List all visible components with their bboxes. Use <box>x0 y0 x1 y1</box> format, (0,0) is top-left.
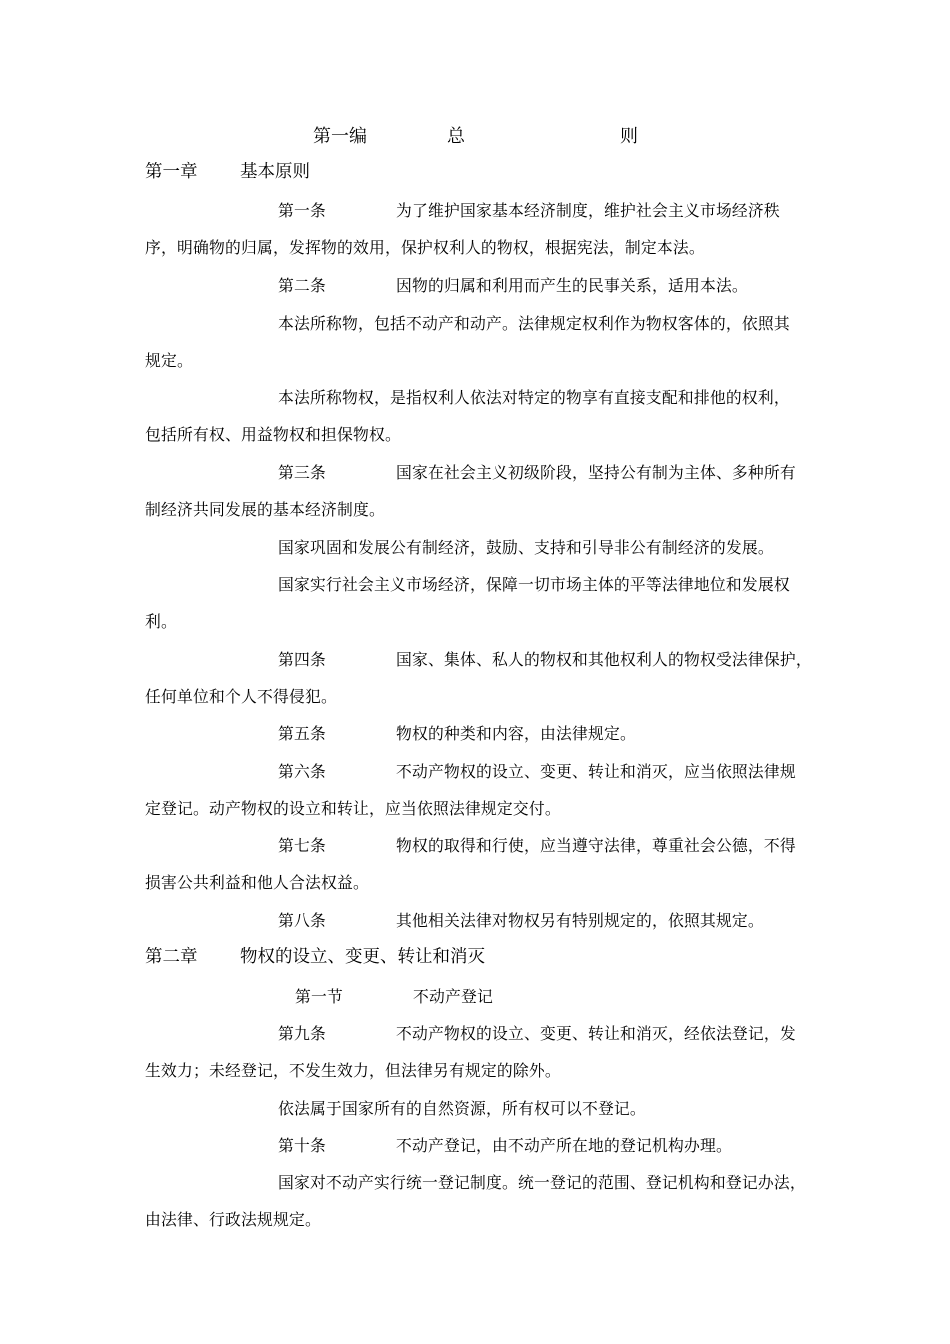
section-1-label: 第一节 <box>295 987 343 1006</box>
article-5-line-1: 物权的种类和内容，由法律规定。 <box>396 724 636 743</box>
article-2-label: 第二条 <box>278 276 326 295</box>
article-9-line-2: 生效力；未经登记，不发生效力，但法律另有规定的除外。 <box>145 1061 561 1080</box>
article-2-line-1: 因物的归属和利用而产生的民事关系，适用本法。 <box>396 276 748 295</box>
chapter-2-label: 第二章 <box>145 947 198 967</box>
article-9-label: 第九条 <box>278 1024 326 1043</box>
article-10-label: 第十条 <box>278 1136 326 1155</box>
article-3-line-2: 制经济共同发展的基本经济制度。 <box>145 500 385 519</box>
article-2-para-2-line-2: 规定。 <box>145 351 193 370</box>
article-3-para-3-line-1: 国家实行社会主义市场经济，保障一切市场主体的平等法律地位和发展权 <box>278 575 790 594</box>
article-9-para-2-line-1: 依法属于国家所有的自然资源，所有权可以不登记。 <box>278 1099 646 1118</box>
article-3-line-1: 国家在社会主义初级阶段，坚持公有制为主体、多种所有 <box>396 463 796 482</box>
article-10-para-2-line-2: 由法律、行政法规规定。 <box>145 1210 321 1229</box>
article-8-line-1: 其他相关法律对物权另有特别规定的，依照其规定。 <box>396 911 764 930</box>
part-label: 第一编 <box>313 126 367 147</box>
part-title-char-2: 则 <box>620 126 638 147</box>
chapter-1-label: 第一章 <box>145 162 198 182</box>
article-7-line-2: 损害公共利益和他人合法权益。 <box>145 873 369 892</box>
article-6-line-1: 不动产物权的设立、变更、转让和消灭，应当依照法律规 <box>396 762 796 781</box>
article-2-para-3-line-2: 包括所有权、用益物权和担保物权。 <box>145 425 401 444</box>
article-10-line-1: 不动产登记，由不动产所在地的登记机构办理。 <box>396 1136 732 1155</box>
part-title-char-1: 总 <box>447 126 465 147</box>
article-7-line-1: 物权的取得和行使，应当遵守法律，尊重社会公德，不得 <box>396 836 796 855</box>
article-10-para-2-line-1: 国家对不动产实行统一登记制度。统一登记的范围、登记机构和登记办法， <box>278 1173 806 1192</box>
article-3-label: 第三条 <box>278 463 326 482</box>
article-2-para-3-line-1: 本法所称物权，是指权利人依法对特定的物享有直接支配和排他的权利， <box>278 388 790 407</box>
article-4-line-2: 任何单位和个人不得侵犯。 <box>145 687 337 706</box>
article-1-line-1: 为了维护国家基本经济制度，维护社会主义市场经济秩 <box>396 201 780 220</box>
article-6-label: 第六条 <box>278 762 326 781</box>
article-7-label: 第七条 <box>278 836 326 855</box>
section-1-title: 不动产登记 <box>413 987 493 1006</box>
chapter-1-title: 基本原则 <box>240 162 310 182</box>
article-4-label: 第四条 <box>278 650 326 669</box>
article-8-label: 第八条 <box>278 911 326 930</box>
article-5-label: 第五条 <box>278 724 326 743</box>
article-1-line-2: 序，明确物的归属，发挥物的效用，保护权利人的物权，根据宪法，制定本法。 <box>145 238 705 257</box>
article-3-para-2-line-1: 国家巩固和发展公有制经济，鼓励、支持和引导非公有制经济的发展。 <box>278 538 774 557</box>
article-3-para-3-line-2: 利。 <box>145 612 177 631</box>
article-9-line-1: 不动产物权的设立、变更、转让和消灭，经依法登记，发 <box>396 1024 796 1043</box>
article-2-para-2-line-1: 本法所称物，包括不动产和动产。法律规定权利作为物权客体的，依照其 <box>278 314 790 333</box>
article-6-line-2: 定登记。动产物权的设立和转让，应当依照法律规定交付。 <box>145 799 561 818</box>
article-4-line-1: 国家、集体、私人的物权和其他权利人的物权受法律保护， <box>396 650 812 669</box>
chapter-2-title: 物权的设立、变更、转让和消灭 <box>240 947 485 967</box>
article-1-label: 第一条 <box>278 201 326 220</box>
